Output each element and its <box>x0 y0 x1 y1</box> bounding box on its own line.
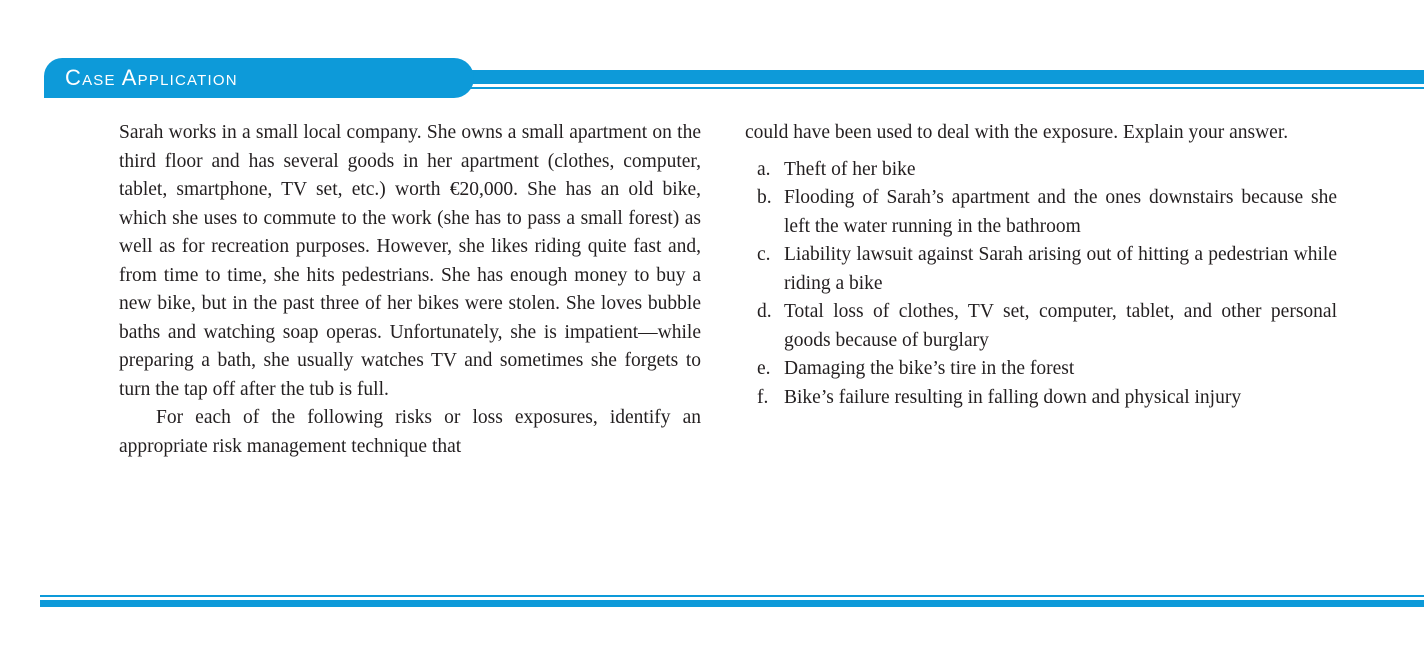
list-item-text: Damaging the bike’s tire in the forest <box>784 358 1075 379</box>
list-item <box>745 241 1337 298</box>
list-item-text: Flooding of Sarah’s apartment and the ones downstairs because she left the water running in the bathroom <box>784 187 1337 237</box>
list-item-letter: d. <box>757 301 772 322</box>
list-item-text: Total loss of clothes, TV set, computer, tablet, and other personal goods because of burglary <box>784 301 1337 351</box>
list-item <box>745 355 1337 384</box>
list-item-letter: b. <box>757 187 772 208</box>
footer-rule-thin <box>40 595 1424 597</box>
footer-rule-thick <box>40 600 1424 607</box>
list-item-letter: f. <box>757 386 769 408</box>
instruction-continuation: could have been used to deal with the exposure. Explain your answer. <box>745 122 1289 143</box>
list-item-letter: c. <box>757 244 771 265</box>
section-title: Case Application <box>65 65 238 90</box>
list-item <box>745 184 1337 241</box>
list-item-text: Bike’s failure resulting in falling down and physical injury <box>784 386 1242 408</box>
case-paragraph: Sarah works in a small local company. She owns a small apartment on the third floor and has several goods in her apartment (clothes, computer, tablet, smartphone, TV set, etc.) worth €20,000. She has an old bike, which she uses to commute to the work (she has to pass a small forest) as well as for recreation purposes. However, she likes riding quite fast and, from time to time, she hits pedestrians. She has enough money to buy a new bike, but in the past three of her bikes were stolen. She loves bubble baths and watching soap operas. Unfortunately, she is impatient—while preparing a bath, she usually watches TV and sometimes she forgets to turn the tap off after the tub is full. <box>119 122 701 400</box>
list-item <box>745 298 1337 355</box>
right-column <box>745 119 1337 412</box>
list-item <box>745 384 1337 413</box>
instruction-paragraph: For each of the following risks or loss exposures, identify an appropriate risk management technique that <box>119 407 701 457</box>
exposure-list <box>745 156 1337 413</box>
list-item-text: Theft of her bike <box>784 158 916 180</box>
section-header-tab <box>44 58 474 98</box>
left-column <box>119 119 701 461</box>
list-item-text: Liability lawsuit against Sarah arising out of hitting a pedestrian while riding a bike <box>784 244 1337 294</box>
header-rule-thin <box>470 87 1424 89</box>
list-item-letter: a. <box>757 158 771 180</box>
list-item <box>745 156 1337 185</box>
header-rule-thick <box>470 70 1424 84</box>
list-item-letter: e. <box>757 358 771 379</box>
